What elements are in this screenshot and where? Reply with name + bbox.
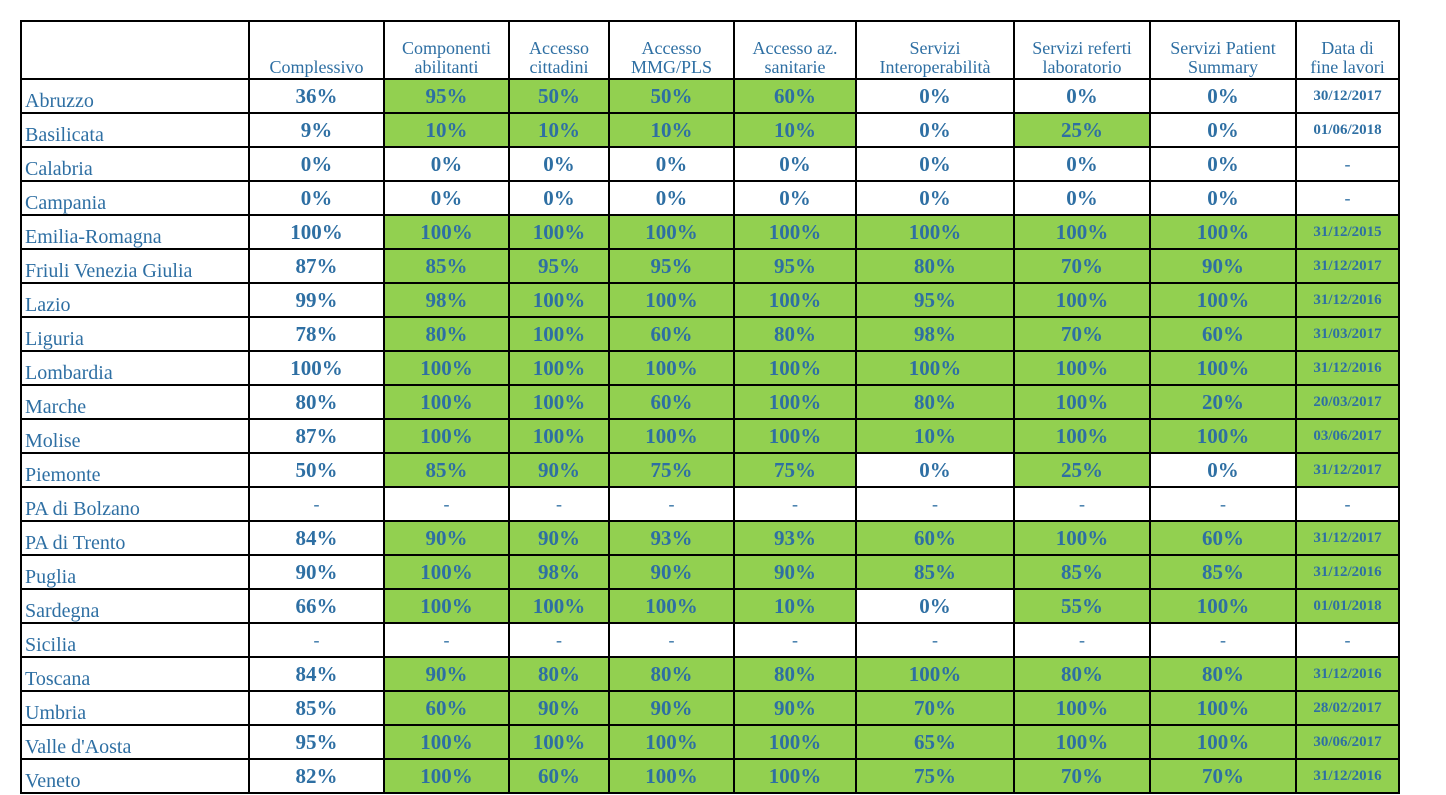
percentage-cell: 100% xyxy=(384,215,509,249)
end-date-cell: 31/12/2015 xyxy=(1296,215,1399,249)
header-servizi-patient-summary xyxy=(1150,21,1296,79)
table-row xyxy=(21,215,1399,249)
header-line-1: Servizi xyxy=(909,38,961,58)
end-date-cell: 03/06/2017 xyxy=(1296,419,1399,453)
table-row xyxy=(21,385,1399,419)
percentage-cell: 90% xyxy=(509,453,609,487)
percentage-cell: 100% xyxy=(734,283,856,317)
percentage-cell: 60% xyxy=(1150,317,1296,351)
percentage-cell: 100% xyxy=(384,589,509,623)
percentage-cell: 100% xyxy=(509,385,609,419)
table-row xyxy=(21,147,1399,181)
percentage-cell: - xyxy=(734,487,856,521)
percentage-cell: 36% xyxy=(249,79,384,113)
header-line-1: Componenti xyxy=(402,38,491,58)
percentage-cell: 100% xyxy=(1014,351,1150,385)
percentage-cell: 84% xyxy=(249,521,384,555)
corner-header xyxy=(21,21,249,79)
percentage-cell: 100% xyxy=(509,283,609,317)
region-name-cell: Marche xyxy=(21,385,249,419)
region-name-cell: Calabria xyxy=(21,147,249,181)
percentage-cell: 100% xyxy=(1150,589,1296,623)
percentage-cell: - xyxy=(1014,623,1150,657)
percentage-cell: 95% xyxy=(609,249,734,283)
end-date-cell: 01/01/2018 xyxy=(1296,589,1399,623)
end-date-cell: 31/12/2016 xyxy=(1296,555,1399,589)
percentage-cell: 100% xyxy=(734,419,856,453)
percentage-cell: 0% xyxy=(1014,181,1150,215)
percentage-cell: 80% xyxy=(856,249,1014,283)
percentage-cell: 0% xyxy=(509,147,609,181)
end-date-cell: 31/12/2017 xyxy=(1296,453,1399,487)
region-name-cell: Toscana xyxy=(21,657,249,691)
percentage-cell: 87% xyxy=(249,249,384,283)
header-line-2: cittadini xyxy=(529,57,589,77)
percentage-cell: 85% xyxy=(384,453,509,487)
percentage-cell: 90% xyxy=(509,521,609,555)
percentage-cell: 93% xyxy=(734,521,856,555)
percentage-cell: 0% xyxy=(734,147,856,181)
percentage-cell: 50% xyxy=(249,453,384,487)
percentage-cell: - xyxy=(856,487,1014,521)
end-date-cell: 28/02/2017 xyxy=(1296,691,1399,725)
percentage-cell: 100% xyxy=(734,725,856,759)
percentage-cell: 98% xyxy=(856,317,1014,351)
percentage-cell: 90% xyxy=(509,691,609,725)
percentage-cell: 100% xyxy=(384,419,509,453)
percentage-cell: 98% xyxy=(384,283,509,317)
header-data-fine-lavori xyxy=(1296,21,1399,79)
end-date-cell: 31/12/2017 xyxy=(1296,521,1399,555)
region-name-cell: Lombardia xyxy=(21,351,249,385)
percentage-cell: 90% xyxy=(609,691,734,725)
percentage-cell: 100% xyxy=(1014,691,1150,725)
percentage-cell: 0% xyxy=(1014,147,1150,181)
header-accesso-cittadini xyxy=(509,21,609,79)
percentage-cell: 85% xyxy=(249,691,384,725)
percentage-cell: - xyxy=(609,623,734,657)
percentage-cell: 70% xyxy=(1014,249,1150,283)
percentage-cell: 0% xyxy=(609,147,734,181)
end-date-cell: - xyxy=(1296,487,1399,521)
table-row xyxy=(21,589,1399,623)
percentage-cell: 100% xyxy=(1014,283,1150,317)
region-name-cell: Campania xyxy=(21,181,249,215)
percentage-cell: 0% xyxy=(249,147,384,181)
percentage-cell: 100% xyxy=(509,351,609,385)
header-complessivo xyxy=(249,21,384,79)
header-line-1: Servizi Patient xyxy=(1170,38,1276,58)
percentage-cell: 85% xyxy=(384,249,509,283)
percentage-cell: 100% xyxy=(856,215,1014,249)
percentage-cell: 70% xyxy=(856,691,1014,725)
header-row xyxy=(21,21,1399,79)
percentage-cell: 90% xyxy=(249,555,384,589)
percentage-cell: 60% xyxy=(609,385,734,419)
percentage-cell: 100% xyxy=(1150,215,1296,249)
header-servizi-interoperabilita xyxy=(856,21,1014,79)
percentage-cell: 95% xyxy=(734,249,856,283)
percentage-cell: 70% xyxy=(1014,317,1150,351)
percentage-cell: 10% xyxy=(609,113,734,147)
percentage-cell: 66% xyxy=(249,589,384,623)
region-name-cell: Emilia-Romagna xyxy=(21,215,249,249)
end-date-cell: 30/06/2017 xyxy=(1296,725,1399,759)
percentage-cell: 100% xyxy=(384,725,509,759)
percentage-cell: 84% xyxy=(249,657,384,691)
region-name-cell: Piemonte xyxy=(21,453,249,487)
header-servizi-referti-laboratorio xyxy=(1014,21,1150,79)
percentage-cell: 100% xyxy=(509,589,609,623)
percentage-cell: 10% xyxy=(856,419,1014,453)
region-name-cell: Veneto xyxy=(21,759,249,793)
percentage-cell: 0% xyxy=(249,181,384,215)
header-line-2: abilitanti xyxy=(414,57,479,77)
header-line-2: fine lavori xyxy=(1310,57,1385,77)
header-accesso-az-sanitarie xyxy=(734,21,856,79)
percentage-cell: 25% xyxy=(1014,453,1150,487)
percentage-cell: 100% xyxy=(609,725,734,759)
percentage-cell: 70% xyxy=(1150,759,1296,793)
header-line-2: Interoperabilità xyxy=(879,57,991,77)
percentage-cell: 90% xyxy=(734,555,856,589)
header-line-1: Accesso xyxy=(529,38,589,58)
percentage-cell: 9% xyxy=(249,113,384,147)
percentage-cell: 10% xyxy=(734,589,856,623)
percentage-cell: 100% xyxy=(734,351,856,385)
percentage-cell: 55% xyxy=(1014,589,1150,623)
percentage-cell: 80% xyxy=(1014,657,1150,691)
percentage-cell: 10% xyxy=(384,113,509,147)
header-accesso-mmg-pls xyxy=(609,21,734,79)
percentage-cell: 100% xyxy=(1014,521,1150,555)
table-row xyxy=(21,453,1399,487)
percentage-cell: 60% xyxy=(384,691,509,725)
table-row xyxy=(21,113,1399,147)
percentage-cell: 100% xyxy=(609,215,734,249)
percentage-cell: 100% xyxy=(1150,351,1296,385)
percentage-cell: 100% xyxy=(384,759,509,793)
region-name-cell: Basilicata xyxy=(21,113,249,147)
percentage-cell: 100% xyxy=(509,317,609,351)
percentage-cell: 85% xyxy=(1150,555,1296,589)
percentage-cell: 100% xyxy=(384,555,509,589)
percentage-cell: 20% xyxy=(1150,385,1296,419)
percentage-cell: 80% xyxy=(1150,657,1296,691)
percentage-cell: 90% xyxy=(1150,249,1296,283)
table-row xyxy=(21,351,1399,385)
header-line-2: laboratorio xyxy=(1042,57,1122,77)
percentage-cell: - xyxy=(384,623,509,657)
percentage-cell: 75% xyxy=(734,453,856,487)
table-row xyxy=(21,623,1399,657)
percentage-cell: 10% xyxy=(509,113,609,147)
percentage-cell: 80% xyxy=(734,657,856,691)
region-name-cell: Abruzzo xyxy=(21,79,249,113)
percentage-cell: 100% xyxy=(856,657,1014,691)
header-line-1: Complessivo xyxy=(269,57,364,77)
percentage-cell: 100% xyxy=(1014,419,1150,453)
percentage-cell: - xyxy=(609,487,734,521)
table-body xyxy=(21,79,1399,793)
fse-status-table xyxy=(20,20,1400,794)
percentage-cell: 0% xyxy=(856,589,1014,623)
region-name-cell: Sardegna xyxy=(21,589,249,623)
percentage-cell: 100% xyxy=(1150,283,1296,317)
percentage-cell: 80% xyxy=(249,385,384,419)
region-name-cell: Valle d'Aosta xyxy=(21,725,249,759)
percentage-cell: 100% xyxy=(609,351,734,385)
region-name-cell: Puglia xyxy=(21,555,249,589)
region-name-cell: PA di Bolzano xyxy=(21,487,249,521)
percentage-cell: 90% xyxy=(384,657,509,691)
percentage-cell: 100% xyxy=(249,215,384,249)
percentage-cell: 93% xyxy=(609,521,734,555)
percentage-cell: 82% xyxy=(249,759,384,793)
percentage-cell: 100% xyxy=(609,759,734,793)
region-name-cell: Sicilia xyxy=(21,623,249,657)
percentage-cell: 85% xyxy=(856,555,1014,589)
percentage-cell: 100% xyxy=(734,759,856,793)
percentage-cell: 100% xyxy=(1014,385,1150,419)
percentage-cell: 100% xyxy=(856,351,1014,385)
percentage-cell: 0% xyxy=(1150,181,1296,215)
percentage-cell: 90% xyxy=(384,521,509,555)
percentage-cell: 85% xyxy=(1014,555,1150,589)
percentage-cell: 0% xyxy=(734,181,856,215)
percentage-cell: 60% xyxy=(609,317,734,351)
percentage-cell: - xyxy=(734,623,856,657)
percentage-cell: 0% xyxy=(384,147,509,181)
table-row xyxy=(21,521,1399,555)
table-row xyxy=(21,79,1399,113)
percentage-cell: 0% xyxy=(1150,453,1296,487)
header-line-1: Accesso xyxy=(641,38,702,58)
percentage-cell: 0% xyxy=(384,181,509,215)
percentage-cell: 75% xyxy=(609,453,734,487)
percentage-cell: 100% xyxy=(1150,725,1296,759)
end-date-cell: 31/12/2016 xyxy=(1296,759,1399,793)
percentage-cell: 90% xyxy=(609,555,734,589)
percentage-cell: - xyxy=(1150,487,1296,521)
header-line-2: sanitarie xyxy=(764,57,826,77)
percentage-cell: 0% xyxy=(509,181,609,215)
region-name-cell: Liguria xyxy=(21,317,249,351)
percentage-cell: - xyxy=(856,623,1014,657)
percentage-cell: 100% xyxy=(734,385,856,419)
percentage-cell: 100% xyxy=(509,419,609,453)
end-date-cell: 31/12/2016 xyxy=(1296,351,1399,385)
percentage-cell: - xyxy=(249,487,384,521)
percentage-cell: 80% xyxy=(609,657,734,691)
end-date-cell: - xyxy=(1296,181,1399,215)
percentage-cell: 0% xyxy=(856,147,1014,181)
region-name-cell: Molise xyxy=(21,419,249,453)
region-name-cell: Lazio xyxy=(21,283,249,317)
percentage-cell: 0% xyxy=(1014,79,1150,113)
end-date-cell: 31/12/2016 xyxy=(1296,657,1399,691)
percentage-cell: 100% xyxy=(249,351,384,385)
table-row xyxy=(21,759,1399,793)
region-name-cell: PA di Trento xyxy=(21,521,249,555)
table-row xyxy=(21,181,1399,215)
percentage-cell: 0% xyxy=(1150,147,1296,181)
header-line-2: Summary xyxy=(1188,57,1258,77)
table-row xyxy=(21,249,1399,283)
end-date-cell: 20/03/2017 xyxy=(1296,385,1399,419)
header-line-1: Accesso az. xyxy=(752,38,838,58)
percentage-cell: 100% xyxy=(509,725,609,759)
percentage-cell: 80% xyxy=(856,385,1014,419)
percentage-cell: 65% xyxy=(856,725,1014,759)
percentage-cell: 60% xyxy=(856,521,1014,555)
percentage-cell: 0% xyxy=(856,181,1014,215)
percentage-cell: 80% xyxy=(384,317,509,351)
end-date-cell: 31/12/2016 xyxy=(1296,283,1399,317)
percentage-cell: 100% xyxy=(1014,725,1150,759)
percentage-cell: 10% xyxy=(734,113,856,147)
percentage-cell: 80% xyxy=(734,317,856,351)
percentage-cell: 0% xyxy=(1150,79,1296,113)
percentage-cell: 100% xyxy=(509,215,609,249)
percentage-cell: 80% xyxy=(509,657,609,691)
percentage-cell: 60% xyxy=(1150,521,1296,555)
region-name-cell: Friuli Venezia Giulia xyxy=(21,249,249,283)
table-row xyxy=(21,555,1399,589)
percentage-cell: 60% xyxy=(734,79,856,113)
percentage-cell: 95% xyxy=(856,283,1014,317)
end-date-cell: - xyxy=(1296,623,1399,657)
percentage-cell: - xyxy=(509,623,609,657)
end-date-cell: 30/12/2017 xyxy=(1296,79,1399,113)
percentage-cell: 90% xyxy=(734,691,856,725)
end-date-cell: 01/06/2018 xyxy=(1296,113,1399,147)
percentage-cell: 50% xyxy=(509,79,609,113)
percentage-cell: 0% xyxy=(1150,113,1296,147)
percentage-cell: 100% xyxy=(384,385,509,419)
end-date-cell: 31/03/2017 xyxy=(1296,317,1399,351)
percentage-cell: 0% xyxy=(856,113,1014,147)
table-row xyxy=(21,487,1399,521)
percentage-cell: - xyxy=(509,487,609,521)
percentage-cell: 99% xyxy=(249,283,384,317)
table-row xyxy=(21,419,1399,453)
percentage-cell: 0% xyxy=(856,453,1014,487)
header-componenti-abilitanti xyxy=(384,21,509,79)
percentage-cell: 100% xyxy=(609,419,734,453)
header-line-2: MMG/PLS xyxy=(630,57,713,77)
header-line-1: Data di xyxy=(1321,38,1374,58)
percentage-cell: 75% xyxy=(856,759,1014,793)
percentage-cell: 0% xyxy=(609,181,734,215)
percentage-cell: 98% xyxy=(509,555,609,589)
table-row xyxy=(21,283,1399,317)
percentage-cell: 60% xyxy=(509,759,609,793)
percentage-cell: 78% xyxy=(249,317,384,351)
percentage-cell: 0% xyxy=(856,79,1014,113)
percentage-cell: 95% xyxy=(249,725,384,759)
percentage-cell: - xyxy=(1014,487,1150,521)
percentage-cell: 95% xyxy=(509,249,609,283)
percentage-cell: 87% xyxy=(249,419,384,453)
end-date-cell: - xyxy=(1296,147,1399,181)
percentage-cell: - xyxy=(1150,623,1296,657)
percentage-cell: 100% xyxy=(1150,419,1296,453)
region-name-cell: Umbria xyxy=(21,691,249,725)
percentage-cell: 100% xyxy=(1150,691,1296,725)
percentage-cell: 70% xyxy=(1014,759,1150,793)
percentage-cell: 100% xyxy=(609,589,734,623)
percentage-cell: 100% xyxy=(609,283,734,317)
percentage-cell: - xyxy=(384,487,509,521)
header-line-1: Servizi referti xyxy=(1032,38,1132,58)
status-table-container xyxy=(20,20,1400,794)
percentage-cell: 100% xyxy=(384,351,509,385)
percentage-cell: 100% xyxy=(1014,215,1150,249)
end-date-cell: 31/12/2017 xyxy=(1296,249,1399,283)
percentage-cell: 25% xyxy=(1014,113,1150,147)
percentage-cell: 50% xyxy=(609,79,734,113)
percentage-cell: 95% xyxy=(384,79,509,113)
table-row xyxy=(21,691,1399,725)
table-row xyxy=(21,317,1399,351)
table-row xyxy=(21,657,1399,691)
table-row xyxy=(21,725,1399,759)
percentage-cell: 100% xyxy=(734,215,856,249)
percentage-cell: - xyxy=(249,623,384,657)
